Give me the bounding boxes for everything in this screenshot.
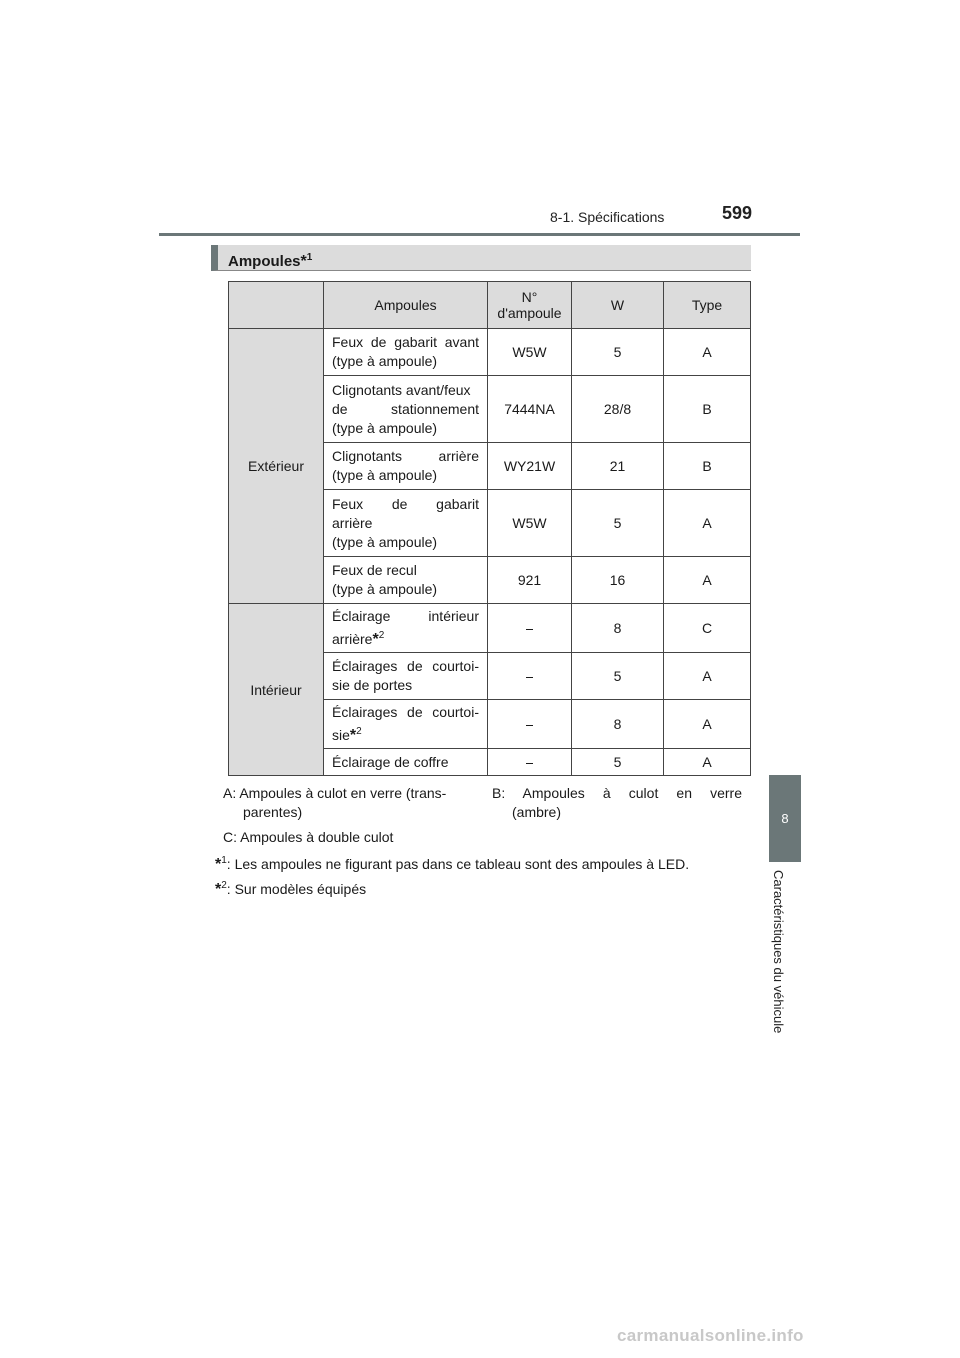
bulb-number: WY21W	[488, 443, 572, 490]
legend-b-line1: B: Ampoules à culot en verre	[492, 785, 742, 801]
section-title: Ampoules	[228, 253, 301, 270]
legend-type-c: C: Ampoules à double culot	[223, 829, 394, 845]
bulb-name: Feux de gabarit arrière (type à ampoule)	[324, 490, 488, 557]
header-divider	[159, 233, 800, 236]
bulb-number: 7444NA	[488, 376, 572, 443]
chapter-number: 8	[781, 811, 789, 826]
header-category	[229, 282, 324, 329]
bulb-type: A	[664, 700, 751, 749]
header-bulbs: Ampoules	[324, 282, 488, 329]
bulb-type: A	[664, 490, 751, 557]
bulb-number: ⎯	[488, 653, 572, 700]
section-heading: 8-1. Spécifications	[550, 209, 665, 225]
bulb-watt: 16	[572, 557, 664, 604]
bulb-name: Clignotants avant/feux de stationnement (type à ampoule)	[324, 376, 488, 443]
asterisk-icon: *	[372, 631, 379, 648]
bulb-number: W5W	[488, 329, 572, 376]
bulb-number: ⎯	[488, 749, 572, 776]
asterisk-icon: *	[349, 727, 357, 744]
asterisk-icon: *	[215, 881, 222, 898]
footnote-1: *$^1$: Les ampoules ne figurant pas dans ce tableau sont des ampoules à LED.	[215, 855, 690, 873]
bulb-name: Éclairages de courtoi- sie de portes	[324, 653, 488, 700]
legend-b-line2: (ambre)	[512, 804, 562, 820]
page-number: 599	[722, 203, 753, 223]
bulb-name: Éclairages de courtoi- sie*$^2$	[324, 700, 488, 749]
bulb-number: ⎯	[488, 700, 572, 749]
bulb-name: Éclairage intérieur arrière*$^2$	[324, 604, 488, 653]
bulb-watt: 28/8	[572, 376, 664, 443]
bulb-type: A	[664, 329, 751, 376]
category-exterior: Extérieur	[229, 329, 324, 604]
asterisk-icon: *	[300, 253, 307, 270]
legend-a-line1: A: Ampoules à culot en verre (trans-	[223, 785, 447, 801]
bulb-watt: 8	[572, 700, 664, 749]
table-header-row	[229, 282, 751, 329]
bulb-name: Feux de gabarit avant (type à ampoule)	[324, 329, 488, 376]
legend-type-b	[492, 784, 742, 822]
bulb-type: A	[664, 557, 751, 604]
header-bulb-number	[488, 282, 572, 329]
bulb-watt: 8	[572, 604, 664, 653]
table-row	[229, 329, 751, 376]
bulb-number: ⎯	[488, 604, 572, 653]
section-title-bar	[211, 245, 751, 271]
bulb-type: B	[664, 443, 751, 490]
header-type: Type	[664, 282, 751, 329]
chapter-label: Caractéristiques du véhicule	[771, 870, 786, 1034]
bulb-number: W5W	[488, 490, 572, 557]
header-watt: W	[572, 282, 664, 329]
bulb-table	[228, 281, 751, 776]
bulb-name: Éclairage de coffre	[324, 749, 488, 776]
bulb-type: A	[664, 653, 751, 700]
category-interior: Intérieur	[229, 604, 324, 776]
bulb-type: C	[664, 604, 751, 653]
bulb-number: 921	[488, 557, 572, 604]
bulb-watt: 21	[572, 443, 664, 490]
chapter-tab	[769, 775, 801, 862]
bulb-watt: 5	[572, 490, 664, 557]
watermark: carmanualsonline.info	[617, 1326, 804, 1345]
bulb-name: Feux de recul (type à ampoule)	[324, 557, 488, 604]
bulb-watt: 5	[572, 653, 664, 700]
header-number-line1: N°	[521, 289, 538, 305]
header-number-line2: d'ampoule	[497, 305, 562, 321]
table-row	[229, 604, 751, 653]
bulb-name: Clignotants arrière (type à ampoule)	[324, 443, 488, 490]
bulb-watt: 5	[572, 329, 664, 376]
section-footnote-ref: 1	[306, 252, 313, 263]
footnote-2: *$^2$: Sur modèles équipés	[215, 880, 367, 898]
legend-type-a	[223, 784, 475, 822]
legend-a-line2: parentes)	[243, 804, 303, 820]
bulb-type: B	[664, 376, 751, 443]
bulb-watt: 5	[572, 749, 664, 776]
asterisk-icon: *	[215, 856, 222, 873]
bulb-type: A	[664, 749, 751, 776]
